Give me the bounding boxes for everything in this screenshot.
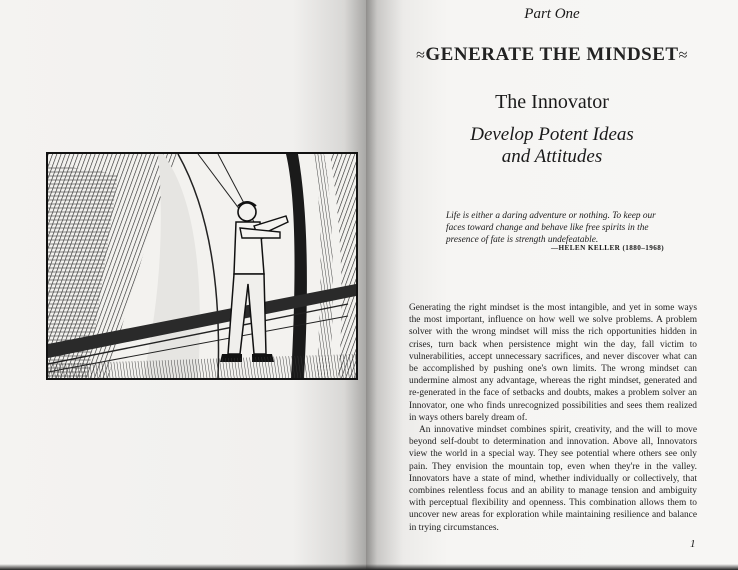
epigraph-quote: Life is either a daring adventure or nothing. To keep our faces toward change and behave like free spirits in the presence of fate is strength undefeatable.	[446, 211, 656, 245]
section-title: The Innovator	[495, 91, 609, 113]
body-paragraph-2: An innovative mindset combines spirit, creativity, and the will to move beyond self-doubt to determination and innovation. Above all, Innovators view the world in a special way. They see potential where others see only pain. They envision the mountain top, even when they're in the valley. Innovators have a state of mind, whether individually or collectively, that combines relentless focus and an ability to manage tension and ambiguity with perceptual flexibility and openness. This combination allows them to uncover new areas for exploration while maintaining resilience and balance in trying circumstances.	[409, 425, 697, 533]
sailor-woodcut-image	[48, 154, 356, 378]
subtitle-line-1: Develop Potent Ideas	[470, 124, 634, 145]
subtitle-line-2: and Attitudes	[501, 146, 603, 167]
body-text	[409, 302, 697, 534]
epigraph-attribution: —HELEN KELLER (1880–1968)	[550, 244, 664, 252]
ornament-right-icon: ≈	[678, 47, 688, 64]
page-number: 1	[690, 538, 696, 550]
subtitle	[366, 124, 738, 168]
sailor-illustration	[46, 152, 358, 380]
book-bottom-edge	[0, 564, 738, 570]
part-label: Part One	[524, 6, 580, 22]
chapter-title	[366, 44, 738, 66]
ornament-left-icon: ≈	[416, 47, 426, 64]
body-paragraph-1: Generating the right mindset is the most intangible, and yet in some ways the most important, influence on how well we solve problems. A problem solver with the wrong mindset will miss the rich opportunities hidden in crises, turn back when persistence might win the day, fall victim to vulnerabilities, accept unnecessary sacrifices, and never discover what can be accomplished by pushing one's own limits. The wrong mindset can undermine almost any advantage, whereas the right mindset, generated and re-generated in the face of setbacks and doubts, makes a problem solver an Innovator, one who finds unrecognized possibilities and sees them realized in ways others barely dream of.	[409, 303, 697, 423]
left-page	[0, 0, 366, 570]
chapter-title-text: GENERATE THE MINDSET	[425, 44, 679, 65]
